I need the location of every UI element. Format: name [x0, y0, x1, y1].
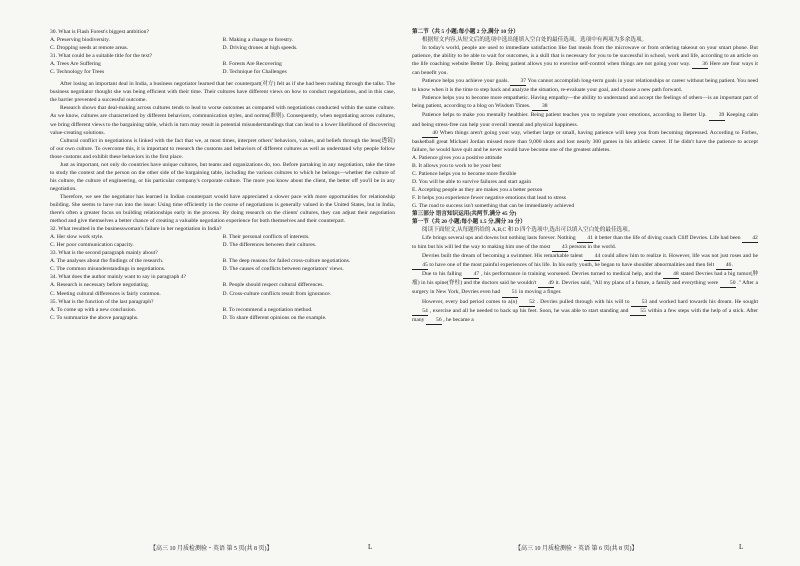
option-b: B. It allows you to work to be your best	[412, 162, 501, 169]
passage-e-text-6: Patience helps to make you mentally healthier. Being patient teaches you to regulate your emotions, according to Better Up.	[422, 112, 707, 119]
cloze-text: and worked hard towards his dream. He sought	[649, 298, 759, 305]
passage-e-paragraph-2	[412, 77, 758, 94]
q35-option-d: D. To share different opinions on the example.	[222, 314, 327, 321]
blank-38[interactable]: 38	[532, 102, 548, 111]
q30-options-row1	[50, 36, 395, 44]
cloze-blank-55[interactable]: 55	[630, 307, 646, 316]
q31-option-c: C. Technology for Trees	[50, 69, 105, 76]
cloze-text: it better than the life of diving coach Cliff Devries. Life had been	[594, 235, 741, 242]
blank-39[interactable]: 39	[709, 111, 725, 120]
cloze-blank-41[interactable]: 41	[577, 234, 593, 243]
q31-option-a: A. Trees Are Suffering	[50, 61, 101, 68]
q34-option-b: B. People should respect cultural differences.	[222, 282, 324, 289]
passage-e-text-2: Here are four ways it can benefit you.	[412, 61, 758, 77]
cloze-paragraph-4	[412, 298, 758, 325]
q32-option-a: A. Her slow work style.	[50, 234, 104, 241]
cloze-blank-46[interactable]: 46	[716, 261, 732, 270]
q35-options-row2	[50, 314, 395, 322]
passage-e-paragraph-5	[412, 129, 758, 154]
cloze-text: could allow him to realize it. However, life was not just roses and he	[602, 253, 758, 260]
option-a: A. Patience gives you a positive attitude	[412, 154, 502, 161]
q34-option-a: A. Research is necessary before negotiating.	[50, 282, 150, 289]
q35-option-c: C. To summarize the above paragraphs.	[50, 314, 139, 321]
q33-options-row1	[50, 257, 395, 265]
passage-e-paragraph-1	[412, 44, 758, 77]
q34-option-c: C. Meeting cultural differences is fairly common.	[50, 290, 161, 297]
q30-option-d: D. Driving drones at high speeds.	[222, 45, 298, 52]
cloze-text: However, every bad period comes to a(n)	[422, 298, 518, 305]
passage-d-paragraph-5: Therefore, we see the negotiator has learned in Indian counterpart would have appreciated a slower pace with more opportunities for relationship building. She seems to have run into the issue: Using time efficiently in the course of negotiations is generally valued in the United States, but in India, there's often a greater focus on building relationships early in the process. By doing research on the clients' cultures, they can adjust their negotiation method and give themselves a better chance of creating a valuable negotiation experience for both themselves and their counterpart.	[50, 193, 395, 225]
q32-option-c: C. Her poor communication capacity.	[50, 242, 134, 249]
q34-option-d: D. Cross-culture conflicts result from ignorance.	[222, 290, 332, 297]
q30-option-b: B. Making a change to forestry.	[222, 37, 294, 44]
blank-37[interactable]: 37	[510, 77, 526, 86]
q35-option-b: B. To recommend a negotiation method.	[222, 306, 313, 313]
passage-e-text-7: Keeping calm and being stress-free can help your overall mental and physical happiness.	[412, 112, 758, 128]
cloze-blank-43[interactable]: 43	[552, 243, 568, 252]
q31-options-row1	[50, 60, 395, 68]
cloze-blank-54[interactable]: 54	[412, 307, 428, 316]
cloze-blank-48[interactable]: 48	[663, 270, 679, 279]
q33-option-c: C. The common misunderstandings in negotiations.	[50, 266, 166, 273]
cloze-text: Devries built the dream of becoming a swimmer. His remarkable talent	[422, 253, 583, 260]
passage-d-paragraph-4: Just as important, not only do countries have unique cultures, but teams and organizations do, too. Before partaking in any negotiation, take the time to study the context and the person on the other side of the bargaining table, including the various cultures to which he belongs—whether the culture of his culture, the culture of engineering, or his particular company's corporate culture. The more you know about the client, the better off you'll be in any negotiation.	[50, 161, 395, 192]
q35-option-a: A. To come up with a new conclusion.	[50, 306, 137, 313]
q33-option-a: A. The analyses about the findings of the research.	[50, 258, 164, 265]
cloze-text: Life brings several ups and downs but nothing lasts forever. Nothing	[422, 235, 576, 242]
page-5-corner-mark: L	[368, 543, 373, 551]
blank-36[interactable]: 36	[692, 60, 708, 69]
cloze-text: it. Devries said, "All my plans of a future, a family and everything were	[555, 280, 719, 287]
q34-options-row2	[50, 290, 395, 298]
cloze-text: ." After a surgery in New York, Devries even had	[412, 280, 758, 296]
q31-stem: 31. What could be a suitable title for the text?	[50, 53, 153, 60]
q32-option-d: D. The differences between their cultures.	[222, 242, 317, 249]
option-f: F. It helps you experience fewer negative emotions that lead to stress	[412, 194, 566, 201]
part-3-subheading: 第一节（共 20 小题;每小题 1.5 分,满分 30 分）	[412, 219, 526, 226]
q30-stem: 30. What is Flash Forest's biggest ambition?	[50, 29, 149, 35]
passage-e-paragraph-3	[412, 94, 758, 111]
cloze-blank-51[interactable]: 51	[502, 288, 518, 297]
cloze-text: stated Devries had a big tumor(肿瘤) in his spine(脊柱) and the doctors said he wouldn't	[412, 271, 759, 287]
section-2-heading: 第二节（共 5 小题;每小题 2 分,满分 10 分）	[412, 29, 519, 35]
q35-stem: 35. What is the function of the last paragraph?	[50, 298, 154, 305]
passage-e-text-3: Patience helps you achieve your goals.	[422, 78, 509, 85]
q31-option-b: B. Forests Are Recovering	[222, 61, 282, 68]
q34-stem: 34. What does the author mainly want to say in paragraph 4?	[50, 274, 186, 281]
cloze-text: . Devries pulled through with his will to	[536, 298, 630, 305]
passage-d-paragraph-1: After losing an important deal in India, a business negotiator learned that her counterpart(对方) felt as if she had been rushing through the talks. The business negotiator thought she was being efficient with their time. Their cultures have different views on how to conduct negotiations, and in this case, the barrier prevented a successful outcome.	[50, 81, 395, 104]
page-5-footer: 【高三 10 月质检测验・英语 第 5 页(共 8 页)】	[150, 546, 273, 552]
passage-e-text-8: When things aren't going your way, whether large or small, having patience will keep you from becoming depressed. According to Forbes, basketball great Michael Jordan missed more than 9,000 shots and lost nearly 300 games in his athletic career. If he didn't have the patience to accept failure, he would have quit and he never would have become one of the greatest athletes.	[412, 129, 758, 153]
blank-40[interactable]: 40	[422, 129, 438, 138]
q32-option-b: B. Their personal conflicts of interests.	[222, 234, 310, 241]
q32-stem: 32. What resulted in the businesswoman's failure in her negotiation in India?	[50, 226, 222, 233]
q31-options-row2	[50, 68, 395, 76]
cloze-blank-42[interactable]: 42	[742, 234, 758, 243]
q30-option-c: C. Dropping seeds at remote areas.	[50, 45, 129, 52]
page-6-corner-mark: L	[739, 543, 744, 551]
q30-options-row2	[50, 44, 395, 52]
option-e: E. Accepting people as they are makes you a better person	[412, 186, 543, 193]
q33-stem: 33. What is the second paragraph mainly about?	[50, 250, 158, 257]
option-d: D. You will be able to survive failures and start again	[412, 178, 531, 185]
cloze-blank-47[interactable]: 47	[463, 270, 479, 279]
cloze-text: , his performance in training worsened. Devries turned to medical help, and the	[481, 271, 662, 278]
cloze-text: , exercise and all he needed to back up his feet. Soon, he was able to start standing and	[429, 307, 629, 314]
part-3-instruction: 阅读下面短文,从每题所给的 A,B,C 和 D 四个选项中,选出可以填入空白处的最佳选项。	[422, 227, 634, 234]
option-g: G. The road to success isn't something that can be immediately achieved	[412, 202, 575, 209]
cloze-text: within a few steps with the help of a stick. After many	[412, 307, 759, 323]
cloze-text: in moving a finger.	[518, 289, 562, 296]
passage-e-text-4: You cannot accomplish long-term goals in your relationships or career without being patient. You need to know when it is the time to step back and analyze the situation, re-evaluate your goal, and choose a new path forward.	[412, 78, 758, 94]
cloze-text: Due to his falling	[422, 271, 462, 278]
cloze-text: , he became a	[443, 316, 474, 323]
passage-e-text-5: Patience helps you to become more empathetic. Having empathy—the ability to understand and accept the feelings of others—is an important part of being patient, according to a blog on Wisdom Times.	[412, 95, 758, 110]
cloze-text: to have one of the most painful experiences of his life. In his early youth, he began to have shoulder abnormalities and then felt	[429, 262, 715, 269]
cloze-blank-56[interactable]: 56	[426, 316, 442, 325]
cloze-paragraph-3	[412, 270, 758, 297]
page-6-footer: 【高三 10 月质检测验・英语 第 6 页(共 8 页)】	[515, 546, 638, 552]
cloze-blank-52[interactable]: 52	[519, 298, 535, 307]
cloze-blank-45[interactable]: 45	[412, 261, 428, 270]
cloze-blank-53[interactable]: 53	[631, 298, 647, 307]
part-3-heading: 第三部分 语言知识运用(共两节,满分 45 分)	[412, 211, 517, 218]
q35-options-row1	[50, 306, 395, 314]
q32-options-row2	[50, 241, 395, 249]
q32-options-row1	[50, 233, 395, 241]
passage-d-paragraph-3: Cultural conflict in negotiations is linked with the fact that we, at most times, interpret others' behaviors, values, and beliefs through the lens(透镜) of our own culture. To overcome this, it is important to research the customs and behaviors of different cultures as well as understand why people follow those customs and exhibit these behaviors in the first place.	[50, 137, 395, 160]
q31-option-d: D. Technique for Challenges	[222, 69, 287, 76]
cloze-paragraph-1	[412, 234, 758, 252]
cloze-blank-50[interactable]: 50	[720, 279, 736, 288]
cloze-blank-49[interactable]: 49	[538, 279, 554, 288]
right-column	[412, 28, 758, 325]
passage-e-paragraph-4	[412, 111, 758, 128]
q30-option-a: A. Preserving biodiversity.	[50, 37, 110, 44]
q34-options-row1	[50, 281, 395, 289]
passage-e-text-1: In today's world, people are used to immediate satisfaction like fast meals from the microwave or from ordering takeout on your smart phone. But patience, the ability to be able to wait for outcomes, is a skill that is necessary for you to be successful in school, work and life, according to an article on the life coaching website Better Up. Being patient allows you to exercise self-control when things are not going your way.	[412, 45, 758, 68]
q33-option-d: D. The causes of conflicts between negotiators' views.	[222, 266, 344, 273]
q33-options-row2	[50, 265, 395, 273]
passage-d-paragraph-2: Research shows that deal-making across cultures tends to lead to worse outcomes as compared with negotiations conducted within the same culture. As we know, cultures are characterized by different behaviors, communication styles, and norms(准则). Consequently, when negotiating across cultures, we bring different views to the bargaining table, which in turn may result in potential misunderstandings that can lead to a lower likelihood of discovering value-creating solutions.	[50, 105, 395, 136]
q33-option-b: B. The deep reasons for failed cross-culture negotiations.	[222, 258, 351, 265]
cloze-text: persons in the world.	[569, 244, 617, 251]
left-column	[50, 28, 395, 322]
cloze-paragraph-2: Devries built the dream of becoming a swimmer. His remarkable talent 44 could allow him to realize it. However, life was not just roses and he 45 to have one of the most painful experiences of his life. In his early youth, he began to have shoulder abnormalities and then felt 46.	[412, 252, 758, 270]
cloze-text: to him but his will led the way to making him one of the most	[412, 244, 551, 251]
option-c: C. Patience helps you to become more flexible	[412, 170, 517, 177]
cloze-blank-44[interactable]: 44	[584, 252, 600, 261]
section-2-instruction: 根据短文内容,从短文后的选项中选出能填入空白处的最佳选项。选项中有两项为多余选项。	[422, 37, 648, 44]
